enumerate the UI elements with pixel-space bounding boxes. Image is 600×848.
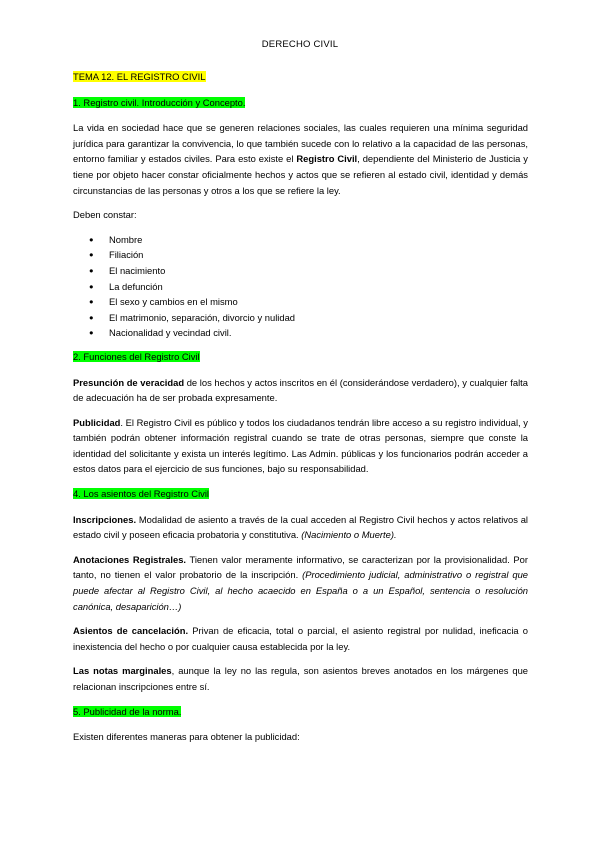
section-1-heading xyxy=(73,95,528,111)
sec4-p1-text: Modalidad de asiento a través de la cual acceden al Registro Civil hechos y actos relativos al estado civil y poseen eficacia probatoria y constitutiva. xyxy=(73,513,528,541)
list-item: ● Filiación xyxy=(73,247,528,263)
list-item: ● El matrimonio, separación, divorcio y nulidad xyxy=(73,310,528,326)
sec4-p4-text: , aunque la ley no las regula, son asientos breves anotados en los márgenes que relacionan inscripciones entre sí. xyxy=(73,665,529,692)
sec4-p3-bold: Asientos de cancelación. xyxy=(73,625,189,637)
sec2-p1-text: de los hechos y actos inscritos en él (considerándose verdadero), y cualquier falta de adecuación ha de ser probada expresamente. xyxy=(73,376,528,404)
sec2-p2-bold: Publicidad xyxy=(73,416,121,428)
sec4-p1-italic: (Nacimiento o Muerte). xyxy=(301,529,397,541)
section-5-heading xyxy=(73,704,528,720)
section-2-heading xyxy=(73,349,528,365)
sec2-p1-bold: Presunción de veracidad xyxy=(73,376,185,388)
section-5-heading-text: 5. Publicidad de la norma. xyxy=(73,705,182,717)
sec4-p4-bold: Las notas marginales xyxy=(73,665,172,677)
bullet-list xyxy=(73,232,528,341)
sec4-p2-text: Tienen valor meramente informativo, se caracterizan por la provisionalidad. Por tanto, no tienen el valor probatorio de la inscripción. xyxy=(73,553,529,581)
sec4-p1-bold: Inscripciones. xyxy=(73,513,137,525)
page-header: DERECHO CIVIL xyxy=(261,39,339,50)
section-4-heading-text: 4. Los asientos del Registro Civil xyxy=(73,488,210,500)
section-5-paragraph-1: Existen diferentes maneras para obtener la publicidad: xyxy=(73,731,300,743)
section-2-paragraph-1 xyxy=(73,375,528,406)
sec1-p1-text-c: , dependiente del Ministerio de Justicia y tiene por objeto hacer constar oficialmente hechos y actos que se refieren al estado civil, identidad y demás circunstancias de las personas y otros a los que se refiere la ley. xyxy=(73,153,528,196)
list-item: ● Nombre xyxy=(73,232,528,248)
section-4-paragraph-3 xyxy=(73,623,528,654)
section-1-heading-text: 1. Registro civil. Introducción y Concepto. xyxy=(73,96,246,108)
section-2-heading-text: 2. Funciones del Registro Civil xyxy=(73,350,200,362)
section-4-heading xyxy=(73,486,528,502)
topic-title xyxy=(73,69,528,85)
section-1-paragraph-2: Deben constar: xyxy=(73,209,137,221)
sec1-p1-text-a: La vida en sociedad hace que se generen relaciones sociales, las cuales requieren una mínima seguridad jurídica para garantizar la convivencia, lo que también sucede con lo relativo a la capacidad de las personas, entorno familiar y estados civiles. Para esto existe el xyxy=(73,122,528,165)
list-item: ● Nacionalidad y vecindad civil. xyxy=(73,325,528,341)
sec1-p1-bold: Registro Civil xyxy=(296,153,358,165)
section-4-paragraph-1 xyxy=(73,512,528,543)
document-body xyxy=(73,69,528,754)
list-item: ● El nacimiento xyxy=(73,263,528,279)
sec4-p2-italic: (Procedimiento judicial, administrativo o registral que puede afectar al Registro Civil, al hecho acaecido en España o a un Español, sentencia o resolución canónica, desaparición…) xyxy=(73,569,528,612)
sec4-p3-text: Privan de eficacia, total o parcial, el asiento registral por nulidad, ineficacia o inexistencia del hecho o por cualquier causa establecida por la ley. xyxy=(73,625,528,652)
list-item: ● El sexo y cambios en el mismo xyxy=(73,294,528,310)
section-4-paragraph-2 xyxy=(73,552,528,614)
sec2-p2-text: . El Registro Civil es público y todos los ciudadanos tendrán libre acceso a su registro individual, y también podrán obtener información registral cuando se trate de otras personas, siempre que conste la identidad del solicitante y exista un interés legítimo. Las Admin. públicas y los funcionarios podrán acceder a estos datos para el ejercicio de sus funciones, bajo su responsabilidad. xyxy=(73,416,528,475)
topic-title-text: TEMA 12. EL REGISTRO CIVIL xyxy=(73,71,206,82)
section-4-paragraph-4 xyxy=(73,663,528,694)
sec4-p2-bold: Anotaciones Registrales. xyxy=(73,553,187,565)
section-2-paragraph-2 xyxy=(73,415,528,477)
list-item: ● La defunción xyxy=(73,279,528,295)
section-1-paragraph-1 xyxy=(73,120,528,198)
